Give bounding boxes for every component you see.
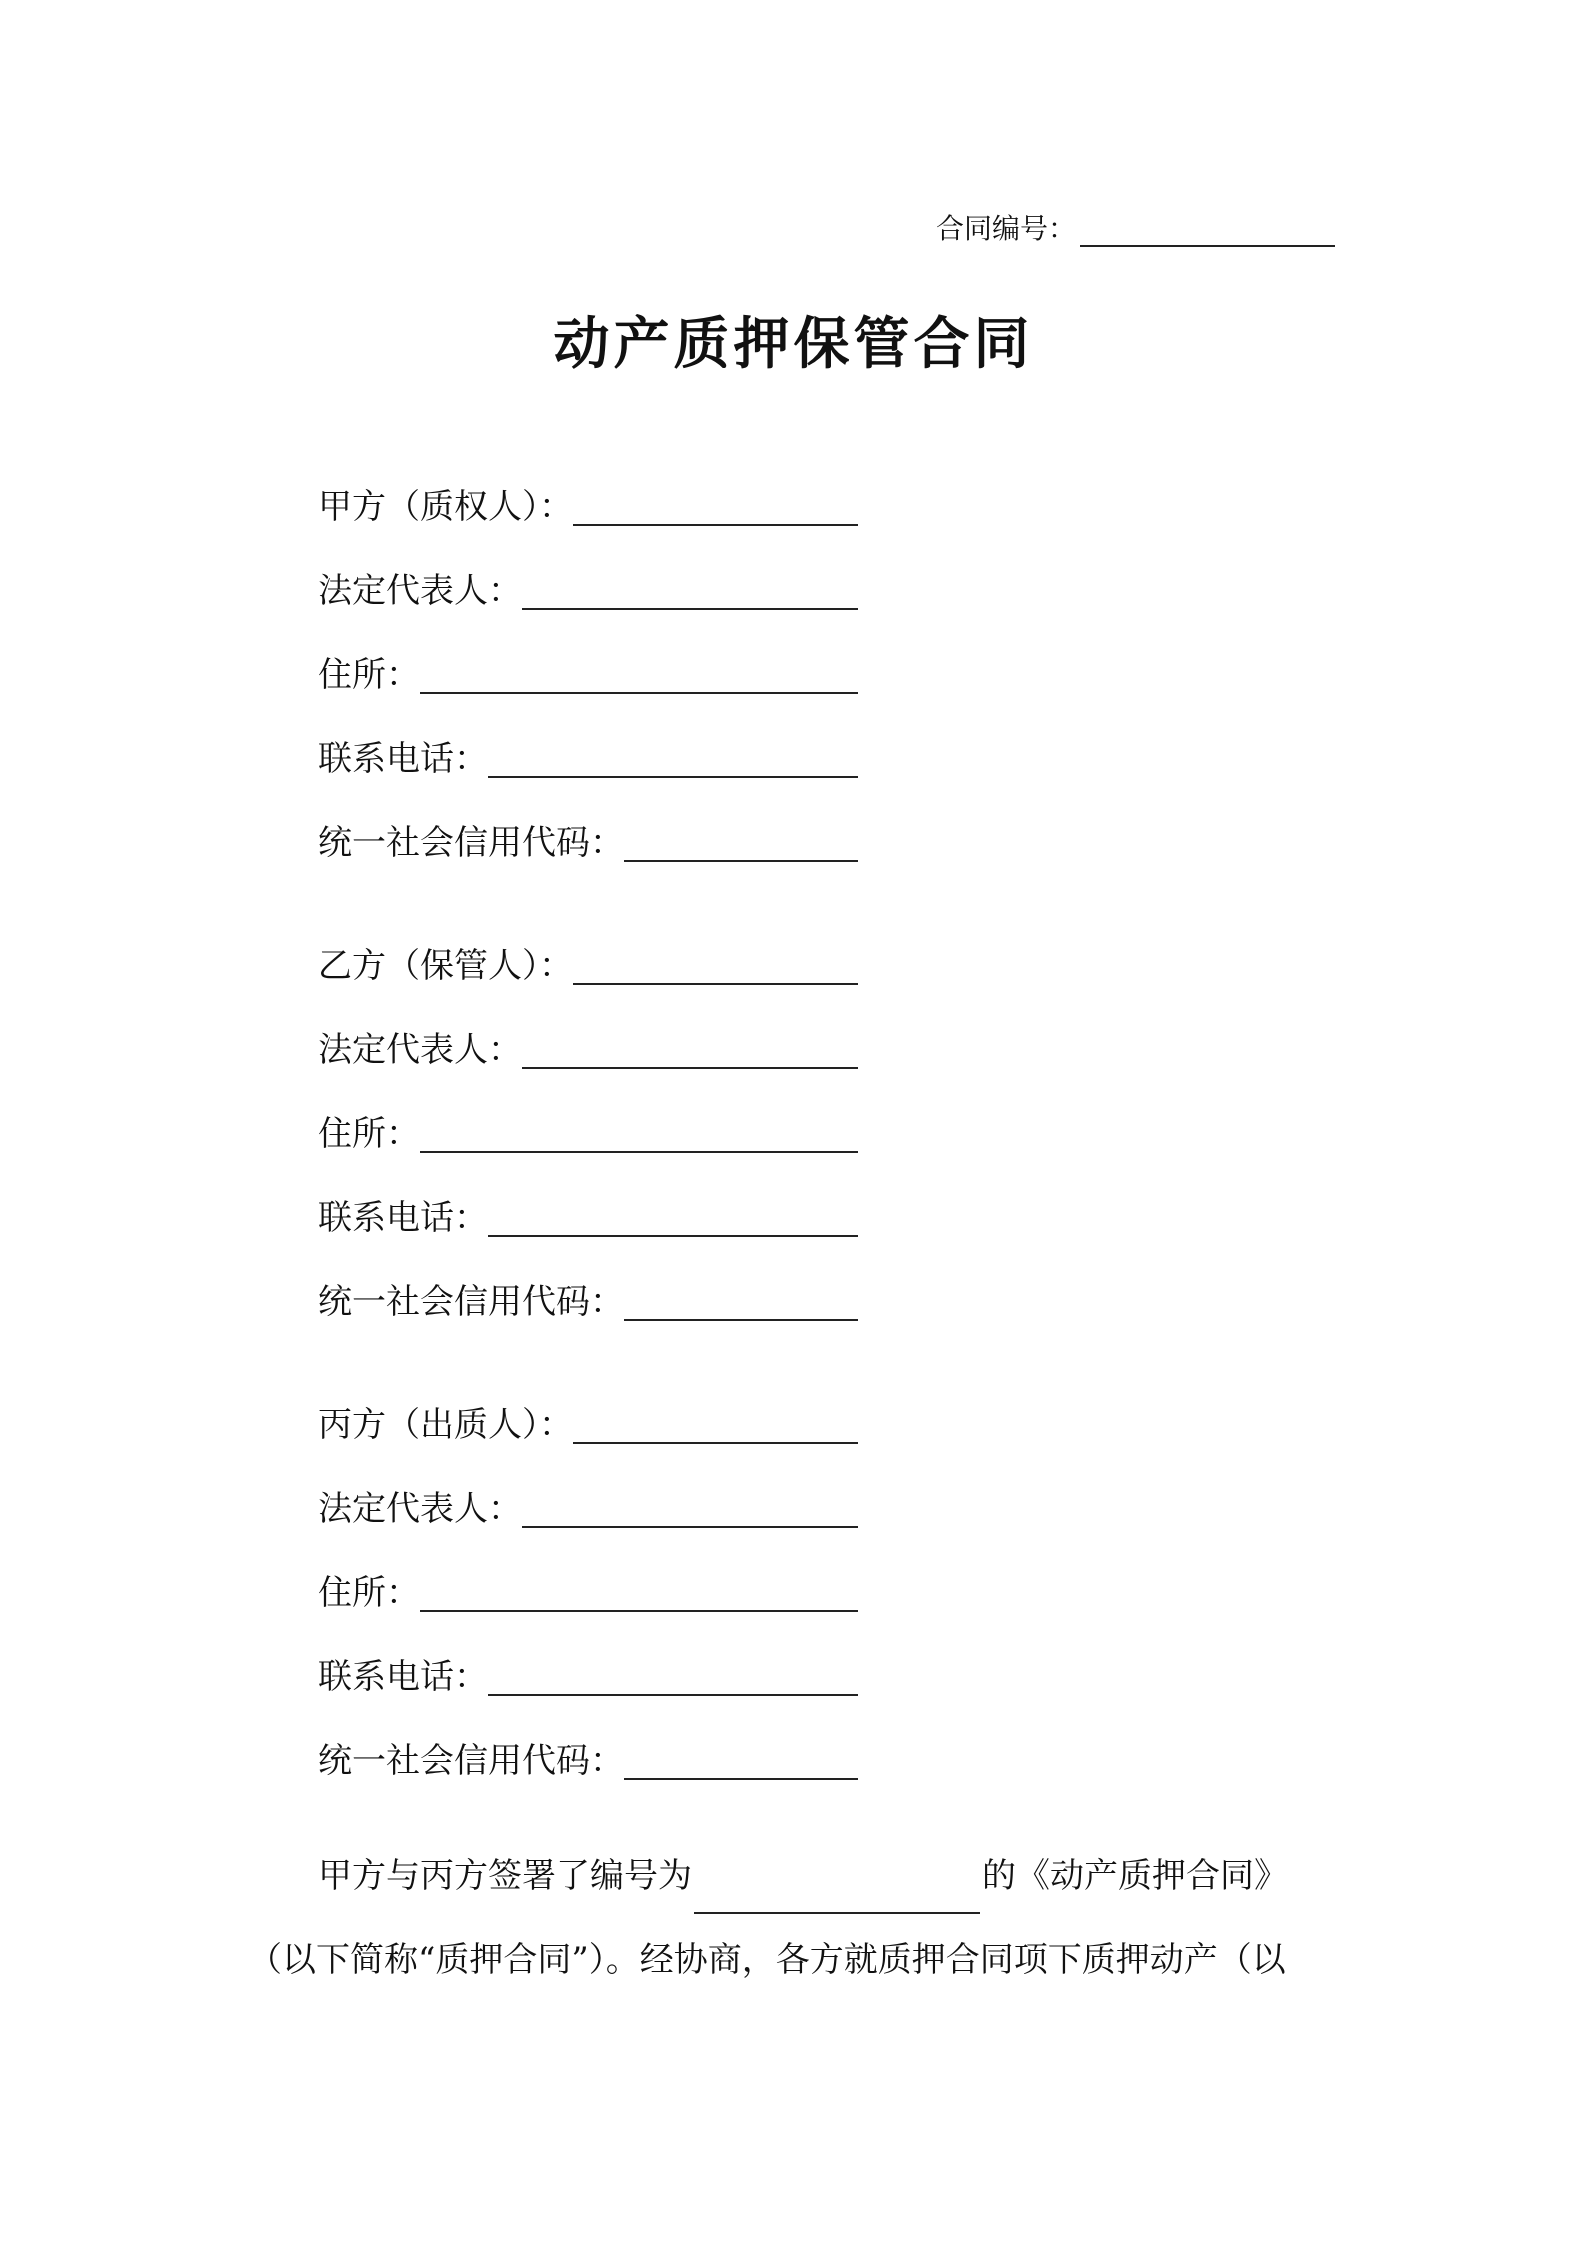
body-line-1-after: 的《动产质押合同》	[982, 1856, 1288, 1896]
party-a-phone-blank[interactable]	[488, 736, 858, 778]
body-line-2-text: （以下简称“质押合同”）。经协商，各方就质押合同项下质押动产（以	[248, 1940, 1286, 1980]
party-c-phone-blank[interactable]	[488, 1654, 858, 1696]
party-c-name-blank[interactable]	[573, 1402, 858, 1444]
party-c-rep-label: 法定代表人：	[318, 1489, 522, 1529]
party-c-rep-blank[interactable]	[522, 1486, 858, 1528]
party-a-credit-code-label: 统一社会信用代码：	[318, 823, 624, 863]
pledge-contract-number-blank[interactable]	[694, 1872, 980, 1914]
party-b-section	[318, 947, 858, 1327]
party-b-role-label: 乙方（保管人）：	[318, 946, 573, 986]
party-b-rep-blank[interactable]	[522, 1027, 858, 1069]
party-c-rep-field	[318, 1450, 858, 1534]
body-line-1-before: 甲方与丙方签署了编号为	[318, 1856, 692, 1896]
party-a-rep-blank[interactable]	[522, 568, 858, 610]
party-c-role-label: 丙方（出质人）：	[318, 1405, 573, 1445]
party-b-address-field	[318, 1075, 858, 1159]
party-a-role-label: 甲方（质权人）：	[318, 487, 573, 527]
party-a-address-field	[318, 616, 858, 700]
party-a-credit-code-field	[318, 784, 858, 868]
party-a-name-field	[318, 488, 858, 532]
party-c-phone-label: 联系电话：	[318, 1657, 488, 1697]
party-c-credit-code-blank[interactable]	[624, 1738, 858, 1780]
party-b-credit-code-label: 统一社会信用代码：	[318, 1282, 624, 1322]
body-paragraph	[248, 1852, 1348, 2020]
party-a-credit-code-blank[interactable]	[624, 820, 858, 862]
party-c-address-label: 住所：	[318, 1573, 420, 1613]
party-b-phone-field	[318, 1159, 858, 1243]
party-a-rep-field	[318, 532, 858, 616]
party-a-rep-label: 法定代表人：	[318, 571, 522, 611]
party-a-section	[318, 488, 858, 868]
party-b-name-blank[interactable]	[573, 943, 858, 985]
party-c-credit-code-label: 统一社会信用代码：	[318, 1741, 624, 1781]
document-title: 动产质押保管合同	[553, 312, 1034, 377]
party-b-rep-label: 法定代表人：	[318, 1030, 522, 1070]
party-a-name-blank[interactable]	[573, 484, 858, 526]
party-b-rep-field	[318, 991, 858, 1075]
party-c-phone-field	[318, 1618, 858, 1702]
party-c-address-field	[318, 1534, 858, 1618]
party-b-address-label: 住所：	[318, 1114, 420, 1154]
party-a-address-label: 住所：	[318, 655, 420, 695]
party-c-name-field	[318, 1406, 858, 1450]
contract-number-label: 合同编号：	[936, 212, 1077, 245]
party-a-phone-field	[318, 700, 858, 784]
contract-number-field	[936, 207, 1351, 247]
party-b-credit-code-field	[318, 1243, 858, 1327]
party-b-phone-label: 联系电话：	[318, 1198, 488, 1238]
party-c-credit-code-field	[318, 1702, 858, 1786]
party-c-address-blank[interactable]	[420, 1570, 858, 1612]
body-line-2	[248, 1936, 1348, 2020]
contract-number-blank[interactable]	[1080, 215, 1335, 247]
party-c-section	[318, 1406, 858, 1786]
party-b-credit-code-blank[interactable]	[624, 1279, 858, 1321]
party-b-name-field	[318, 947, 858, 991]
party-b-phone-blank[interactable]	[488, 1195, 858, 1237]
party-a-phone-label: 联系电话：	[318, 739, 488, 779]
party-a-address-blank[interactable]	[420, 652, 858, 694]
party-b-address-blank[interactable]	[420, 1111, 858, 1153]
